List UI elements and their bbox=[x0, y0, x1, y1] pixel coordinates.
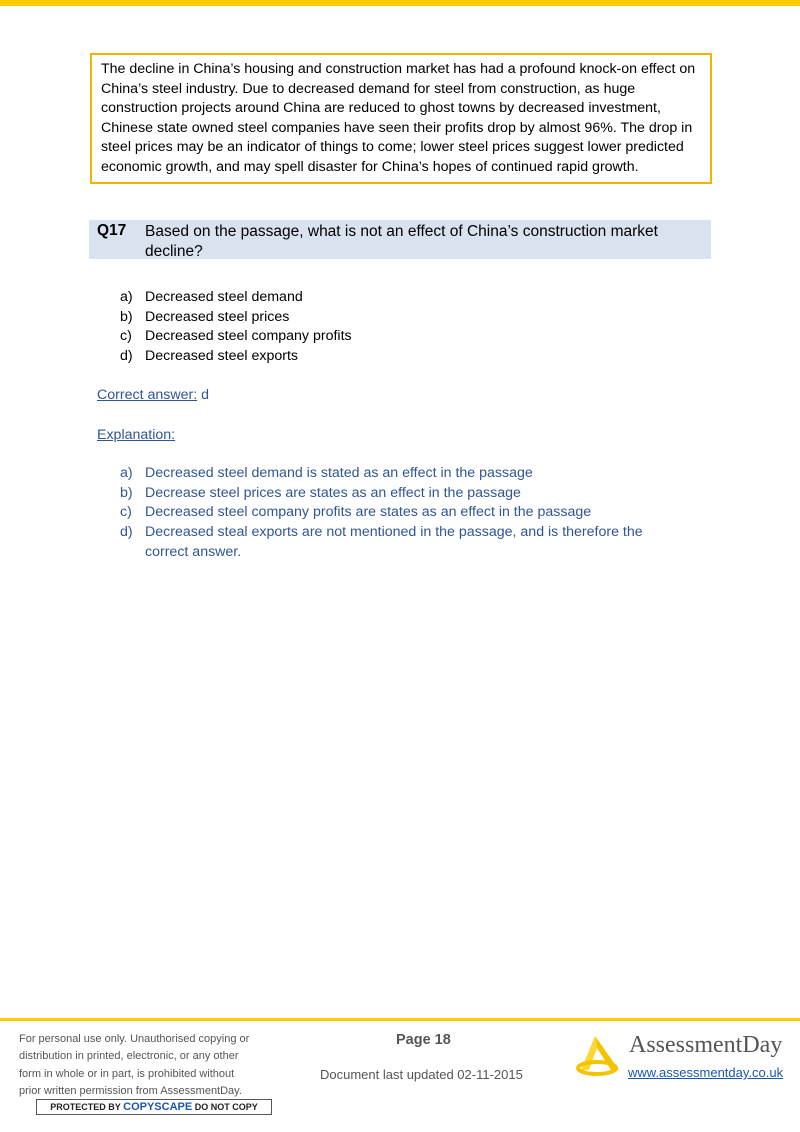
correct-answer bbox=[97, 386, 209, 406]
passage-text: The decline in China’s housing and construction market has had a profound knock-on effect on China’s steel industry. Due to decreased demand for steel from construction, as huge construction projects around China are reduced to ghost towns by decreased investment, Chinese state owned steel companies have seen their profits drop by almost 96%. The drop in steel prices may be an indicator of things to come; lower steel prices suggest lower predicted economic growth, and may spell disaster for China’s hopes of continued rapid growth. bbox=[101, 61, 696, 175]
question-number: Q17 bbox=[97, 222, 127, 239]
explanation-label: Explanation: bbox=[97, 427, 176, 443]
copyscape-brand: COPYSCAPE bbox=[123, 1101, 193, 1113]
explanation-letter: c) bbox=[120, 504, 132, 520]
explanation-text: Decreased steel demand is stated as an effect in the passage bbox=[145, 465, 533, 481]
explanation-letter: a) bbox=[120, 465, 133, 481]
notice-line: distribution in printed, electronic, or any other bbox=[19, 1050, 239, 1063]
explanation-text: Decreased steel company profits are states as an effect in the passage bbox=[145, 504, 592, 520]
notice-line: For personal use only. Unauthorised copying or bbox=[19, 1033, 250, 1045]
passage-box bbox=[90, 53, 712, 184]
explanation-letter: d) bbox=[120, 524, 133, 540]
explanation-text: Decrease steel prices are states as an effect in the passage bbox=[145, 485, 521, 501]
explanation-letter: b) bbox=[120, 485, 133, 501]
copyscape-badge[interactable] bbox=[36, 1099, 272, 1115]
option-letter: a) bbox=[120, 289, 133, 305]
assessmentday-logo-icon bbox=[575, 1030, 625, 1080]
notice-line: form in whole or in part, is prohibited without bbox=[19, 1067, 235, 1080]
correct-answer-label: Correct answer: bbox=[97, 387, 198, 403]
copyright-notice bbox=[19, 1031, 289, 1100]
correct-answer-value: d bbox=[201, 387, 209, 403]
notice-line: prior written permission from AssessmentDay. bbox=[19, 1084, 242, 1097]
copyscape-prefix: PROTECTED BY bbox=[50, 1102, 121, 1112]
brand-website-link[interactable]: www.assessmentday.co.uk bbox=[628, 1065, 784, 1080]
brand-name: AssessmentDay bbox=[629, 1032, 783, 1058]
footer-divider bbox=[0, 1018, 800, 1021]
option-letter: c) bbox=[120, 328, 132, 344]
option-letter: b) bbox=[120, 309, 133, 325]
question-header bbox=[89, 220, 711, 259]
option-text: Decreased steel demand bbox=[145, 289, 303, 305]
top-accent-bar bbox=[0, 0, 800, 6]
explanation-text: Decreased steal exports are not mentioned in the passage, and is therefore the correct answer. bbox=[145, 524, 643, 560]
question-text: Based on the passage, what is not an effect of China’s construction market decline? bbox=[145, 223, 658, 260]
option-text: Decreased steel company profits bbox=[145, 328, 352, 344]
option-letter: d) bbox=[120, 348, 133, 364]
document-updated-date: Document last updated 02-11-2015 bbox=[320, 1067, 523, 1082]
option-text: Decreased steel exports bbox=[145, 348, 298, 364]
option-text: Decreased steel prices bbox=[145, 309, 290, 325]
page-number: Page 18 bbox=[396, 1032, 451, 1048]
copyscape-suffix: DO NOT COPY bbox=[194, 1102, 258, 1112]
